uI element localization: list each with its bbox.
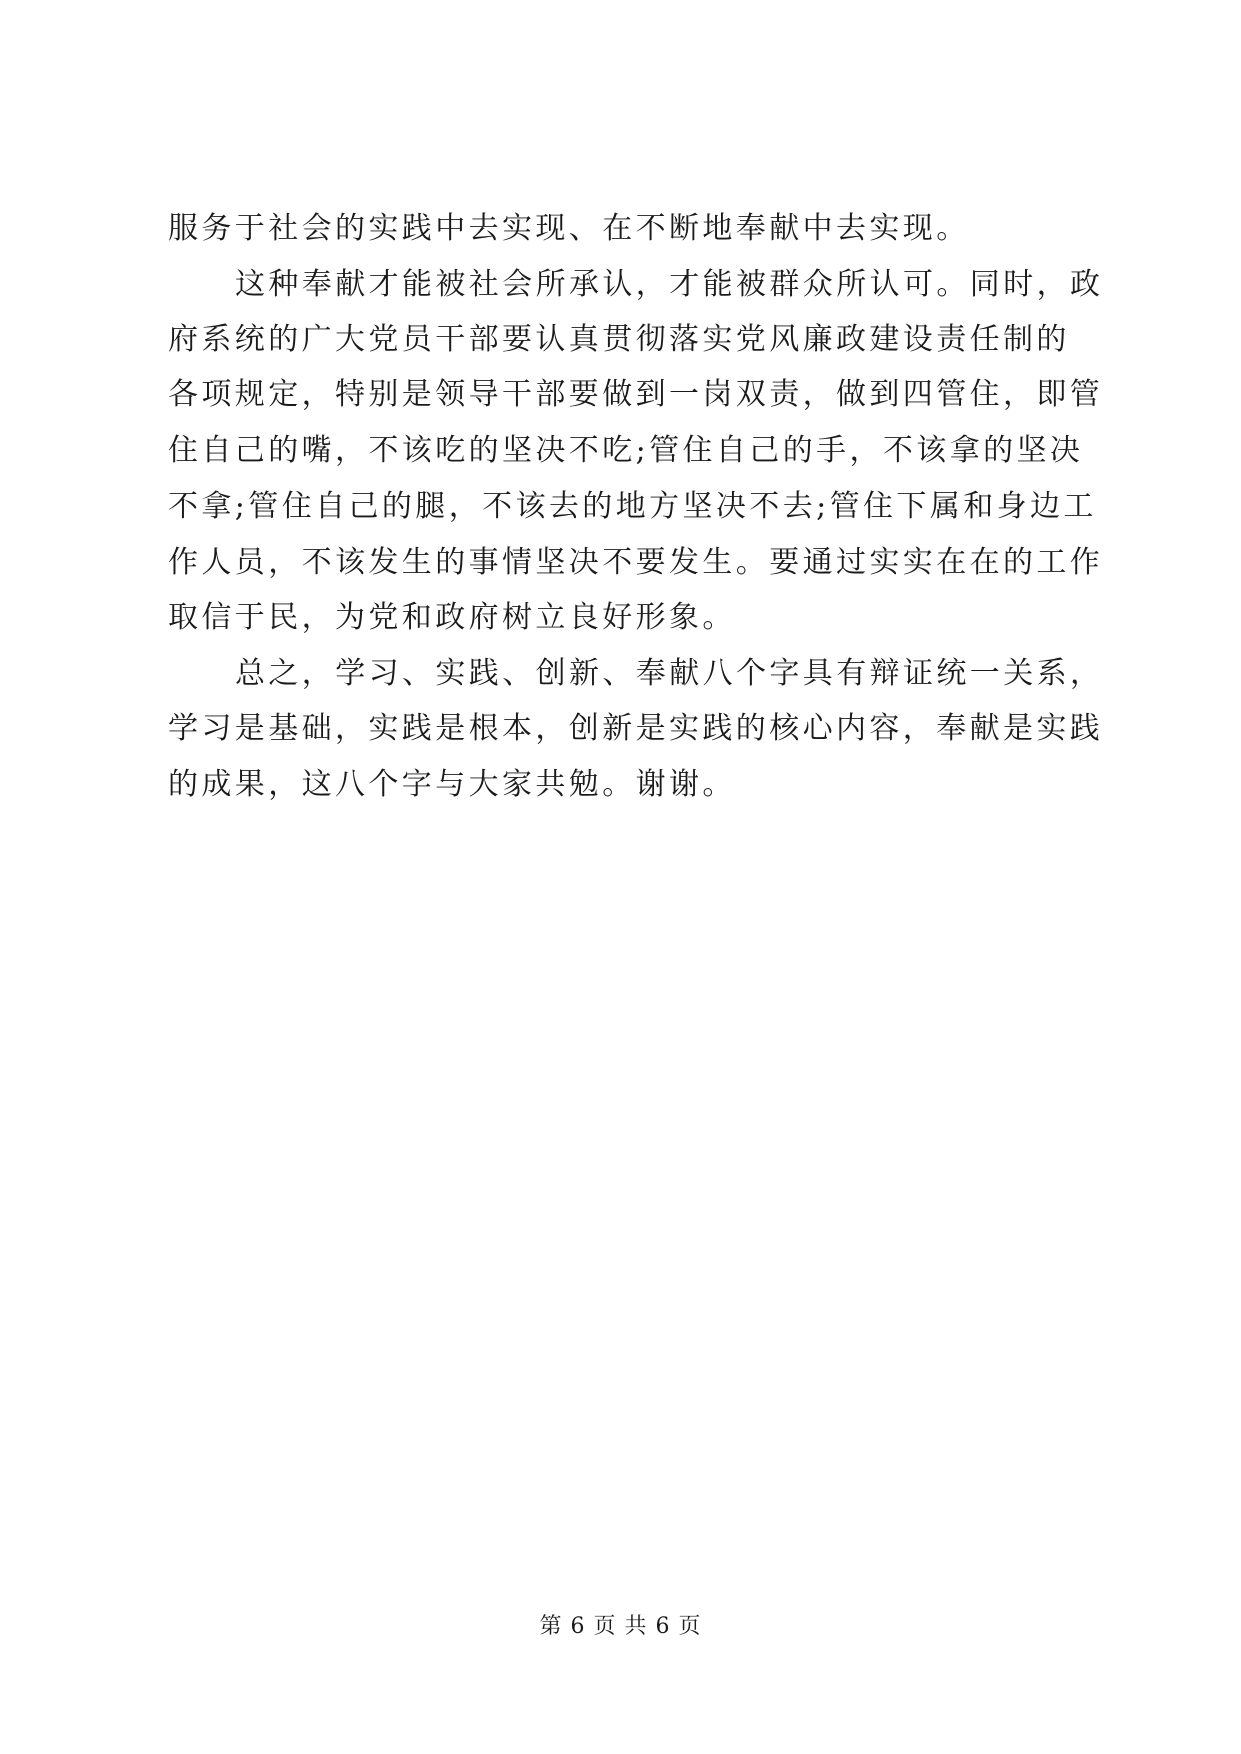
- paragraph-2-line-6: 作人员，不该发生的事情坚决不要发生。要通过实实在在的工作: [168, 545, 1104, 580]
- paragraph-3-line-1: 总之，学习、实践、创新、奉献八个字具有辩证统一关系，: [235, 656, 1104, 691]
- paragraph-2-line-3: 各项规定，特别是领导干部要做到一岗双责，做到四管住，即管: [168, 377, 1104, 412]
- paragraph-2-line-7: 取信于民，为党和政府树立良好形象。: [168, 600, 736, 635]
- paragraph-2-line-4: 住自己的嘴，不该吃的坚决不吃;管住自己的手，不该拿的坚决: [168, 433, 1084, 468]
- paragraph-2-line-2: 府系统的广大党员干部要认真贯彻落实党风廉政建设责任制的: [168, 322, 1070, 357]
- paragraph-3-line-2: 学习是基础，实践是根本，创新是实践的核心内容，奉献是实践: [168, 711, 1104, 746]
- paragraph-2-line-5: 不拿;管住自己的腿，不该去的地方坚决不去;管住下属和身边工: [168, 489, 1097, 524]
- paragraph-3-line-3: 的成果，这八个字与大家共勉。谢谢。: [168, 767, 736, 802]
- page-footer: 第 6 页 共 6 页: [539, 1614, 702, 1639]
- paragraph-2-line-1: 这种奉献才能被社会所承认，才能被群众所认可。同时，政: [235, 267, 1104, 302]
- paragraph-1-line-1: 服务于社会的实践中去实现、在不断地奉献中去实现。: [168, 211, 970, 246]
